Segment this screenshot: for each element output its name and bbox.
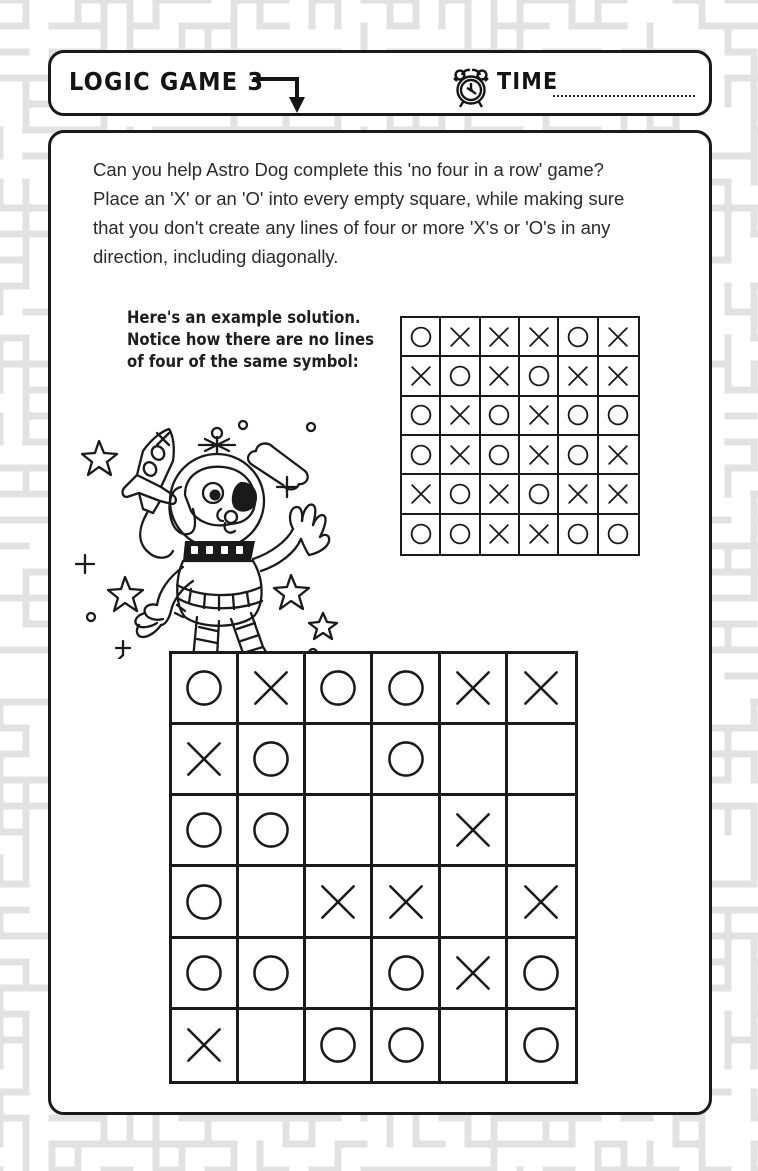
puzzle-cell-r5c5[interactable] — [441, 939, 508, 1010]
example-cell-r1c2 — [441, 318, 480, 357]
puzzle-cell-r1c5[interactable] — [441, 654, 508, 725]
instructions-text — [93, 155, 683, 271]
puzzle-cell-r1c4[interactable] — [373, 654, 440, 725]
example-cell-r2c6 — [599, 357, 638, 396]
instructions-line-4: direction, including diagonally. — [93, 246, 339, 267]
puzzle-cell-r4c2[interactable] — [239, 867, 306, 938]
example-cell-r1c6 — [599, 318, 638, 357]
puzzle-cell-r2c5[interactable] — [441, 725, 508, 796]
example-cell-r3c4 — [520, 397, 559, 436]
example-caption-line-2: Notice how there are no lines — [127, 330, 374, 349]
puzzle-cell-r6c2[interactable] — [239, 1010, 306, 1081]
example-cell-r5c3 — [481, 475, 520, 514]
example-cell-r3c5 — [559, 397, 598, 436]
puzzle-cell-r5c3[interactable] — [306, 939, 373, 1010]
example-cell-r4c1 — [402, 436, 441, 475]
instructions-line-2: Place an 'X' or an 'O' into every empty square, while making sure — [93, 188, 625, 209]
puzzle-cell-r3c4[interactable] — [373, 796, 440, 867]
astro-dog-illustration — [65, 409, 365, 659]
puzzle-cell-r4c4[interactable] — [373, 867, 440, 938]
main-panel — [48, 130, 712, 1115]
example-cell-r1c5 — [559, 318, 598, 357]
puzzle-cell-r6c5[interactable] — [441, 1010, 508, 1081]
puzzle-cell-r6c4[interactable] — [373, 1010, 440, 1081]
puzzle-cell-r4c1[interactable] — [172, 867, 239, 938]
example-cell-r1c4 — [520, 318, 559, 357]
puzzle-cell-r6c3[interactable] — [306, 1010, 373, 1081]
puzzle-cell-r1c3[interactable] — [306, 654, 373, 725]
puzzle-cell-r2c2[interactable] — [239, 725, 306, 796]
puzzle-cell-r3c5[interactable] — [441, 796, 508, 867]
example-cell-r4c6 — [599, 436, 638, 475]
example-cell-r5c5 — [559, 475, 598, 514]
puzzle-cell-r2c6[interactable] — [508, 725, 575, 796]
puzzle-cell-r1c1[interactable] — [172, 654, 239, 725]
example-caption-line-3: of four of the same symbol: — [127, 352, 359, 371]
example-cell-r2c1 — [402, 357, 441, 396]
example-grid — [400, 316, 640, 556]
example-cell-r3c3 — [481, 397, 520, 436]
example-cell-r6c2 — [441, 515, 480, 554]
puzzle-cell-r2c1[interactable] — [172, 725, 239, 796]
puzzle-cell-r2c3[interactable] — [306, 725, 373, 796]
example-cell-r5c2 — [441, 475, 480, 514]
puzzle-cell-r1c6[interactable] — [508, 654, 575, 725]
example-caption — [127, 307, 377, 373]
example-cell-r6c6 — [599, 515, 638, 554]
example-cell-r2c3 — [481, 357, 520, 396]
example-cell-r1c1 — [402, 318, 441, 357]
puzzle-cell-r5c1[interactable] — [172, 939, 239, 1010]
alarm-clock-icon — [449, 63, 493, 109]
instructions-line-1: Can you help Astro Dog complete this 'no four in a row' game? — [93, 159, 604, 180]
puzzle-cell-r6c1[interactable] — [172, 1010, 239, 1081]
example-cell-r3c2 — [441, 397, 480, 436]
page-title: LOGIC GAME 3 — [69, 67, 265, 96]
puzzle-cell-r4c3[interactable] — [306, 867, 373, 938]
time-label: TIME — [497, 69, 559, 95]
example-cell-r6c1 — [402, 515, 441, 554]
puzzle-cell-r4c5[interactable] — [441, 867, 508, 938]
example-cell-r4c2 — [441, 436, 480, 475]
puzzle-cell-r5c6[interactable] — [508, 939, 575, 1010]
puzzle-cell-r6c6[interactable] — [508, 1010, 575, 1081]
example-cell-r4c3 — [481, 436, 520, 475]
example-cell-r2c2 — [441, 357, 480, 396]
arrow-right-down-icon — [253, 73, 313, 115]
example-cell-r3c6 — [599, 397, 638, 436]
puzzle-cell-r4c6[interactable] — [508, 867, 575, 938]
example-cell-r4c5 — [559, 436, 598, 475]
puzzle-cell-r3c2[interactable] — [239, 796, 306, 867]
puzzle-cell-r3c6[interactable] — [508, 796, 575, 867]
example-cell-r5c4 — [520, 475, 559, 514]
instructions-line-3: that you don't create any lines of four or more 'X's or 'O's in any — [93, 217, 611, 238]
puzzle-cell-r5c2[interactable] — [239, 939, 306, 1010]
example-cell-r4c4 — [520, 436, 559, 475]
example-cell-r6c3 — [481, 515, 520, 554]
time-input-line[interactable] — [553, 95, 695, 97]
puzzle-grid[interactable] — [169, 651, 578, 1084]
example-cell-r1c3 — [481, 318, 520, 357]
puzzle-cell-r3c1[interactable] — [172, 796, 239, 867]
puzzle-cell-r1c2[interactable] — [239, 654, 306, 725]
puzzle-cell-r3c3[interactable] — [306, 796, 373, 867]
example-cell-r2c4 — [520, 357, 559, 396]
example-cell-r5c1 — [402, 475, 441, 514]
example-cell-r6c4 — [520, 515, 559, 554]
example-cell-r2c5 — [559, 357, 598, 396]
example-caption-line-1: Here's an example solution. — [127, 308, 361, 327]
puzzle-cell-r2c4[interactable] — [373, 725, 440, 796]
example-cell-r5c6 — [599, 475, 638, 514]
puzzle-cell-r5c4[interactable] — [373, 939, 440, 1010]
header-panel — [48, 50, 712, 116]
example-cell-r6c5 — [559, 515, 598, 554]
example-cell-r3c1 — [402, 397, 441, 436]
